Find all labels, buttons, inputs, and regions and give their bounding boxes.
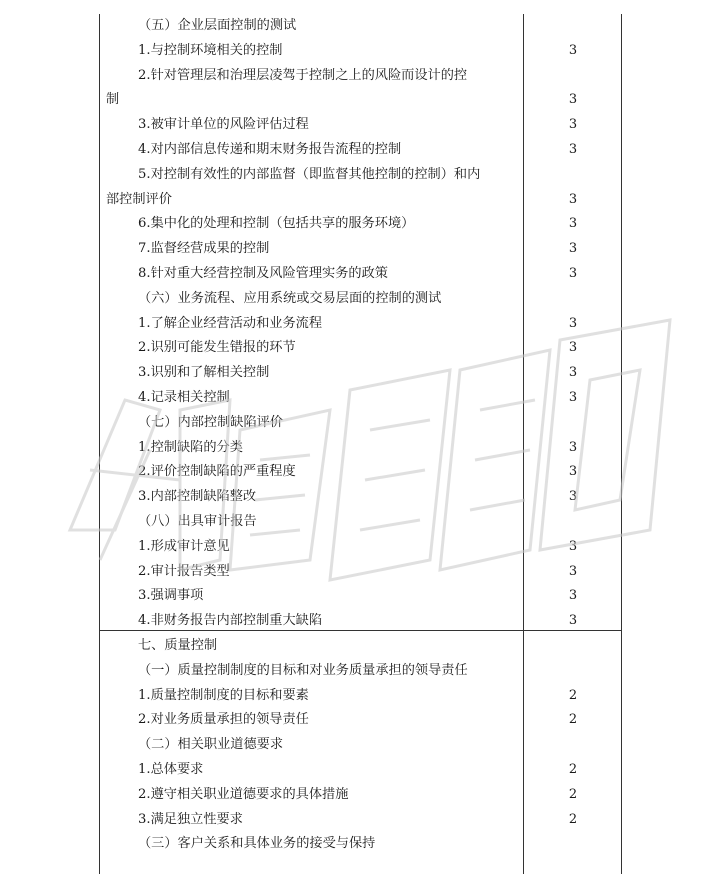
table-row: [100, 336, 623, 361]
row-score: 3: [568, 365, 578, 381]
row-text: 3.满足独立性要求: [138, 811, 243, 827]
row-text: 1.控制缺陷的分类: [138, 439, 243, 455]
row-score: 2: [568, 687, 578, 703]
table-row: [100, 287, 623, 312]
row-text: 4.记录相关控制: [138, 389, 230, 405]
row-text: 3.强调事项: [138, 588, 204, 604]
table-row: [100, 39, 623, 64]
row-text: （二）相关职业道德要求: [138, 737, 284, 753]
row-score: 3: [568, 42, 578, 58]
row-score: 2: [568, 712, 578, 728]
table-row: [100, 237, 623, 262]
table-row: [100, 361, 623, 386]
table-row: [100, 262, 623, 287]
row-text: 2.审计报告类型: [138, 563, 230, 579]
row-score: 3: [568, 613, 578, 629]
row-text: （五）企业层面控制的测试: [138, 18, 297, 33]
row-score: 3: [568, 389, 578, 405]
row-text: 1.形成审计意见: [138, 538, 230, 554]
row-text: （一）质量控制制度的目标和对业务质量承担的领导责任: [138, 662, 468, 678]
table-row: [100, 510, 623, 535]
row-text: 1.质量控制制度的目标和要素: [138, 687, 309, 703]
table-row: [100, 163, 623, 188]
row-text: （三）客户关系和具体业务的接受与保持: [138, 836, 376, 852]
table-rows: [100, 14, 623, 857]
table-row: [100, 808, 623, 833]
table-row: [100, 188, 623, 213]
row-score: 3: [568, 315, 578, 331]
table-row: [100, 485, 623, 510]
table-row: [100, 783, 623, 808]
row-score: 3: [568, 92, 578, 108]
table-row: [100, 138, 623, 163]
row-score: 3: [568, 265, 578, 281]
row-text: 2.评价控制缺陷的严重程度: [138, 464, 296, 480]
row-score: 3: [568, 464, 578, 480]
row-score: 2: [568, 761, 578, 777]
row-score: 3: [568, 141, 578, 157]
row-score: 3: [568, 588, 578, 604]
row-score: 3: [568, 216, 578, 232]
row-score: 3: [568, 439, 578, 455]
row-text: 6.集中化的处理和控制（包括共享的服务环境）: [138, 216, 415, 232]
row-score: 3: [568, 489, 578, 505]
table-row: [100, 386, 623, 411]
row-text: 制: [106, 92, 120, 108]
row-text: （七）内部控制缺陷评价: [138, 414, 284, 430]
table-row: [100, 609, 623, 634]
table-row: [100, 460, 623, 485]
table-row: [100, 436, 623, 461]
row-text: 2.遵守相关职业道德要求的具体措施: [138, 786, 349, 802]
syllabus-table: [99, 14, 622, 874]
row-text: （六）业务流程、应用系统或交易层面的控制的测试: [138, 290, 442, 306]
table-row: [100, 14, 623, 39]
table-row: [100, 113, 623, 138]
row-text: 3.识别和了解相关控制: [138, 365, 270, 381]
row-text: 1.了解企业经营活动和业务流程: [138, 315, 323, 331]
row-score: 2: [568, 786, 578, 802]
row-text: 8.针对重大经营控制及风险管理实务的政策: [138, 265, 388, 281]
table-row: [100, 659, 623, 684]
row-score: 3: [568, 191, 578, 207]
table-row: [100, 584, 623, 609]
row-text: 部控制评价: [106, 191, 172, 207]
row-text: 2.对业务质量承担的领导责任: [138, 712, 309, 728]
table-row: [100, 733, 623, 758]
table-row: [100, 411, 623, 436]
row-score: 3: [568, 241, 578, 257]
table-row: [100, 684, 623, 709]
row-score: 3: [568, 117, 578, 133]
row-text: 1.与控制环境相关的控制: [138, 42, 283, 58]
row-text: 5.对控制有效性的内部监督（即监督其他控制的控制）和内: [138, 166, 481, 182]
row-text: （八）出具审计报告: [138, 513, 257, 529]
row-text: 1.总体要求: [138, 761, 204, 777]
table-row: [100, 312, 623, 337]
row-text: 2.针对管理层和治理层凌驾于控制之上的风险而设计的控: [138, 67, 468, 83]
table-row: [100, 212, 623, 237]
row-score: 3: [568, 340, 578, 356]
table-row: [100, 88, 623, 113]
table-row: [100, 832, 623, 857]
row-text: 七、质量控制: [138, 637, 218, 653]
row-text: 3.内部控制缺陷整改: [138, 489, 257, 505]
table-row: [100, 634, 623, 659]
row-text: 2.识别可能发生错报的环节: [138, 340, 296, 356]
row-text: 3.被审计单位的风险评估过程: [138, 117, 309, 133]
row-score: 3: [568, 538, 578, 554]
row-text: 4.对内部信息传递和期末财务报告流程的控制: [138, 141, 402, 157]
table-row: [100, 64, 623, 89]
table-row: [100, 708, 623, 733]
row-score: 3: [568, 563, 578, 579]
table-row: [100, 560, 623, 585]
table-row: [100, 535, 623, 560]
row-text: 4.非财务报告内部控制重大缺陷: [138, 613, 323, 629]
table-row: [100, 758, 623, 783]
row-score: 2: [568, 811, 578, 827]
row-text: 7.监督经营成果的控制: [138, 241, 270, 257]
